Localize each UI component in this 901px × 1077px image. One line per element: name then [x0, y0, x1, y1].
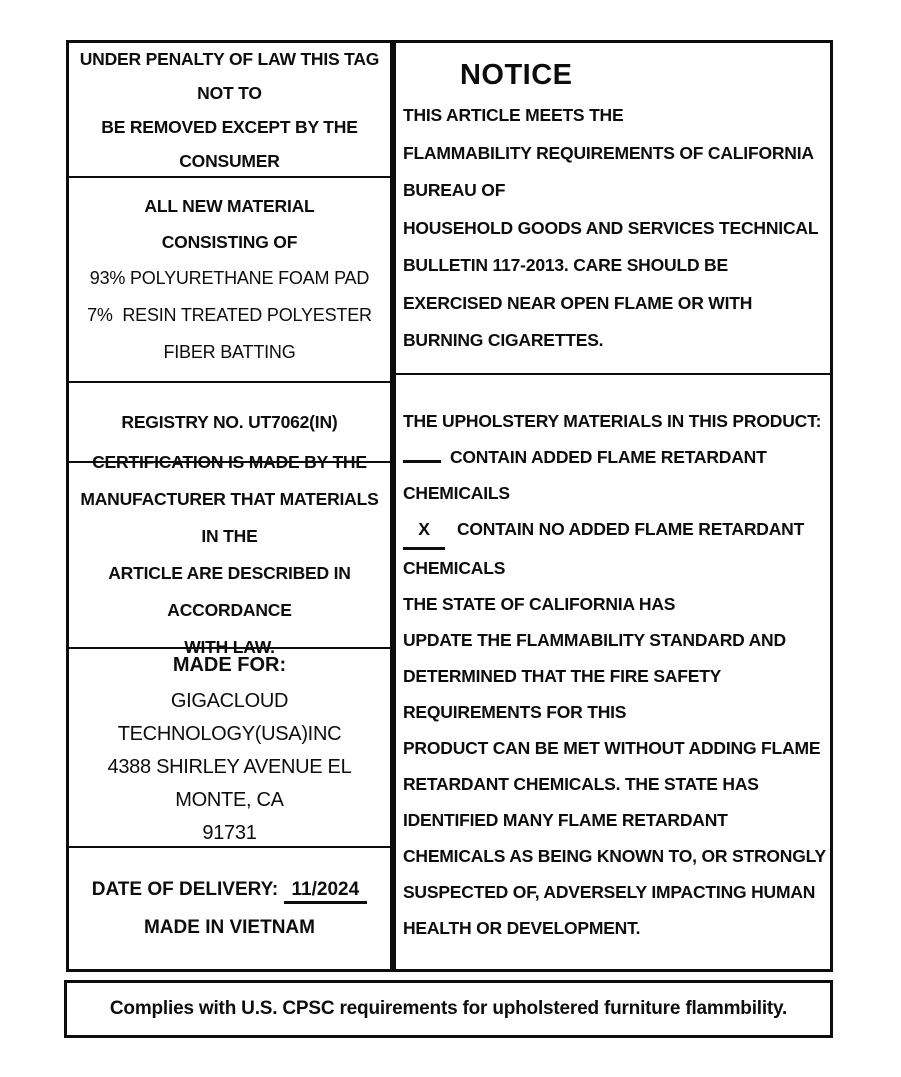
made-for-address: 4388 SHIRLEY AVENUE EL MONTE, CA	[107, 756, 352, 811]
cpsc-compliance-text: Complies with U.S. CPSC requirements for upholstered furniture flammbility.	[109, 998, 788, 1019]
certification-line-2: MANUFACTURER THAT MATERIALS IN THE	[80, 489, 379, 546]
certification-cell	[69, 452, 390, 657]
notice-line-6: EXERCISED NEAR OPEN FLAME OR WITH	[402, 292, 753, 313]
certification-line-3: ARTICLE ARE DESCRIBED IN ACCORDANCE	[108, 563, 351, 620]
notice-line-4: HOUSEHOLD GOODS AND SERVICES TECHNICAL	[402, 217, 819, 238]
notice-line-2: FLAMMABILITY REQUIREMENTS OF CALIFORNIA	[402, 142, 814, 163]
made-for-company: GIGACLOUD TECHNOLOGY(USA)INC	[117, 690, 342, 745]
option-contains-fr-line	[403, 439, 826, 475]
option-contains-fr-text: CONTAIN ADDED FLAME RETARDANT	[449, 447, 767, 467]
material-contents-cell	[69, 178, 390, 383]
certification-line-1: CERTIFICATION IS MADE BY THE	[92, 452, 367, 472]
option-contains-fr-cont: CHEMICAILS	[402, 483, 510, 503]
blank-checkline	[403, 446, 441, 463]
notice-line-7: BURNING CIGARETTES.	[402, 330, 604, 350]
state-body-line-7: IDENTIFIED MANY FLAME RETARDANT	[402, 810, 728, 830]
registry-number: REGISTRY NO. UT7062(IN)	[121, 412, 338, 432]
penalty-notice-cell	[69, 43, 390, 178]
flammability-notice-cell	[396, 43, 830, 375]
upholstery-materials-cell	[396, 375, 830, 969]
left-column	[69, 43, 396, 969]
made-for-zip: 91731	[202, 822, 257, 844]
right-column	[396, 43, 830, 969]
certification-line-4: WITH LAW.	[184, 637, 275, 657]
penalty-line-2: BE REMOVED EXCEPT BY THE CONSUMER	[101, 116, 358, 171]
state-body-line-8: CHEMICALS AS BEING KNOWN TO, OR STRONGLY	[402, 846, 826, 866]
delivery-date-label: DATE OF DELIVERY:	[91, 878, 279, 900]
state-body-line-4: REQUIREMENTS FOR THIS	[402, 702, 627, 722]
made-for-heading: MADE FOR:	[172, 654, 287, 676]
delivery-date-line	[92, 871, 367, 909]
upholstery-intro: THE UPHOLSTERY MATERIALS IN THIS PRODUCT:	[402, 411, 822, 431]
penalty-line-1: UNDER PENALTY OF LAW THIS TAG NOT TO	[79, 48, 380, 103]
state-body-line-5: PRODUCT CAN BE MET WITHOUT ADDING FLAME	[402, 738, 821, 758]
material-heading-2: CONSISTING OF	[161, 232, 298, 252]
notice-line-3: BUREAU OF	[402, 180, 506, 200]
state-body-line-9: SUSPECTED OF, ADVERSELY IMPACTING HUMAN	[402, 882, 816, 902]
option-no-fr-text: CONTAIN NO ADDED FLAME RETARDANT	[456, 519, 805, 539]
option-no-fr-cont: CHEMICALS	[402, 558, 506, 578]
material-content-1: 93% POLYURETHANE FOAM PAD	[89, 268, 370, 288]
notice-heading: NOTICE	[459, 59, 573, 91]
cpsc-compliance-bar	[64, 980, 833, 1038]
delivery-date-value: 11/2024	[284, 879, 368, 904]
state-body-line-2: UPDATE THE FLAMMABILITY STANDARD AND	[402, 630, 786, 650]
state-body-line-3: DETERMINED THAT THE FIRE SAFETY	[402, 666, 722, 686]
state-body-line-6: RETARDANT CHEMICALS. THE STATE HAS	[402, 774, 759, 794]
material-content-3: FIBER BATTING	[163, 342, 296, 362]
notice-line-1: THIS ARTICLE MEETS THE	[402, 105, 624, 125]
label-table	[66, 40, 833, 972]
country-of-origin: MADE IN VIETNAM	[143, 916, 315, 938]
material-heading-1: ALL NEW MATERIAL	[144, 196, 315, 216]
option-no-fr-line	[403, 511, 826, 550]
notice-line-5: BULLETIN 117-2013. CARE SHOULD BE	[402, 255, 728, 275]
state-body-line-10: HEALTH OR DEVELOPMENT.	[402, 918, 641, 938]
material-content-2: 7% RESIN TREATED POLYESTER	[87, 305, 372, 325]
x-checkmark: X	[403, 511, 445, 550]
state-body-line-1: THE STATE OF CALIFORNIA HAS	[402, 594, 676, 614]
made-for-cell	[69, 649, 390, 848]
delivery-origin-cell	[69, 848, 390, 969]
